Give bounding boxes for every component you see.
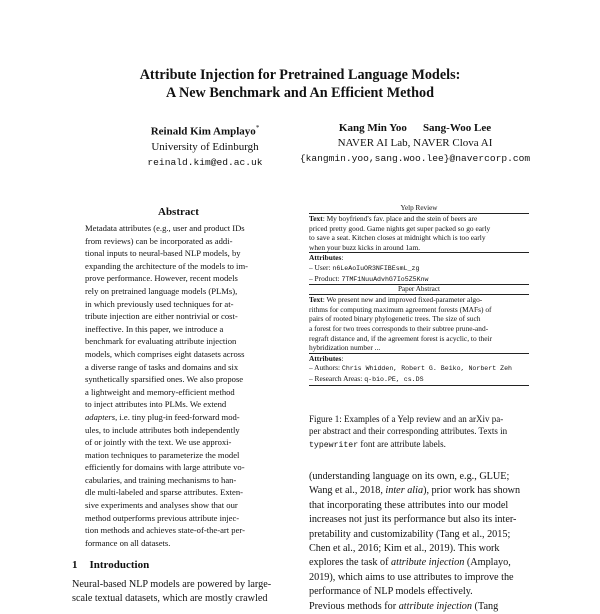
text-line: performance of NLP models effectively. [309, 586, 473, 598]
author-name: Kang Min Yoo [338, 122, 407, 134]
text-line: tribute injection are either nontrivial or cost- [85, 311, 238, 322]
text-line: Metadata attributes (e.g., user and product IDs [85, 223, 245, 233]
section-heading [72, 559, 149, 571]
author-block-2 [290, 121, 540, 166]
text-line: 2019), which aims to use attributes to improve the [309, 571, 514, 583]
attribute-line: – User: n6LeAoIuOR3NFIBEsmL_zg [309, 262, 420, 272]
text-line: ineffective. In this paper, we introduce a [85, 323, 224, 334]
text-line: models, which comprises eight datasets across [85, 348, 245, 359]
text-line: Wang et al., 2018, inter alia), prior work has shown [309, 485, 521, 497]
attribute-line: – Authors: Chris Whidden, Robert G. Beiko, Norbert Zeh [309, 363, 513, 373]
text-line: rithms for computing maximum agreement forests (MAFs) of [309, 304, 492, 314]
text-line: a diverse range of tasks and domains and six [85, 361, 239, 372]
author-email: reinald.kim@ed.ac.uk [147, 156, 263, 168]
text-line: from reviews) can be incorporated as addi- [85, 235, 233, 246]
text-line: formance on all datasets. [85, 537, 171, 548]
text-line: synthetically sparsified ones. We also propose [85, 374, 244, 385]
text-line: efficiently for domains with large attribute vo- [85, 462, 245, 473]
text-line: benchmark for evaluating attribute injection [85, 336, 237, 347]
text-line: adapters, i.e. tiny plug-in feed-forward mod- [85, 411, 240, 422]
text-line: a lightweight and memory-efficient method [85, 386, 235, 397]
text-label: Text [309, 214, 323, 223]
attributes-label: Attributes [309, 253, 342, 263]
text-line: : We present new and improved fixed-parameter algo- [322, 295, 483, 305]
figure-caption [309, 413, 531, 452]
text-line: : My boyfriend's fav. place and the stein of beers are [322, 214, 478, 223]
paper-title [0, 66, 600, 102]
text-line: Chen et al., 2016; Kim et al., 2019). This work [309, 543, 500, 555]
title-line-1: Attribute Injection for Pretrained Language Models: [139, 67, 461, 83]
author-name: Reinald Kim Amplayo [150, 125, 256, 138]
text-line: Neural-based NLP models are powered by large- [72, 579, 272, 590]
text-line: expanding the architecture of the models to im- [85, 260, 248, 271]
paper-abstract-header: Paper Abstract [309, 284, 529, 295]
author-email: {kangmin.yoo,sang.woo.lee}@navercorp.com [299, 153, 531, 164]
text-line: priced pretty good. Game nights get super packed so go early [309, 223, 491, 233]
text-line: method outperforms previous attribute injec- [85, 512, 240, 523]
caption-line: font are attribute labels. [358, 438, 446, 449]
text-line: Previous methods for attribute injection (Tang [309, 600, 499, 612]
text-label: Text [309, 295, 323, 305]
title-line-2: A New Benchmark and An Efficient Method [166, 85, 434, 101]
author-footnote-mark: * [255, 124, 260, 132]
text-line: a forest for two trees corresponds to their subtree prune-and- [309, 323, 489, 333]
author-block-1 [120, 121, 290, 170]
section-title: Introduction [89, 559, 150, 571]
section-number: 1 [72, 559, 78, 571]
paper-text [309, 295, 529, 353]
abstract-heading: Abstract [158, 206, 199, 218]
text-line: tion methods and achieves state-of-the-art per- [85, 525, 245, 536]
text-line: hybridization number ... [309, 343, 381, 353]
text-line: dle multi-labeled and sparse attributes. Exten- [85, 487, 243, 498]
caption-line: Figure 1: Examples of a Yelp review and an arXiv pa- [309, 414, 504, 424]
author-name: Sang-Woo Lee [422, 122, 492, 134]
caption-line: per abstract and their corresponding attributes. Texts in [309, 426, 508, 437]
text-line: prove performance. However, recent models [85, 273, 238, 284]
text-line: cabularies, and training mechanisms to han- [85, 474, 237, 485]
figure-1 [309, 204, 529, 386]
attribute-line: – Research Areas: q-bio.PE, cs.DS [309, 373, 424, 383]
yelp-text [309, 214, 529, 252]
text-line: rely on pretrained language models (PLMs), [85, 285, 238, 296]
text-line: scale textual datasets, which are mostly crawled [72, 593, 268, 604]
text-line: ules, to include attributes both independently [85, 424, 240, 435]
text-line: to save a seat. Kitchen closes at midnight which is too early [309, 233, 486, 243]
text-line: in which previously used techniques for at- [85, 298, 234, 309]
text-line: sive experiments and analyses show that our [85, 500, 238, 511]
text-line: regraft distance and, if the agreement forest is acyclic, to their [309, 333, 493, 343]
text-line: of or jointly with the text. We use approxi- [85, 437, 232, 448]
paper-attributes: Attributes: – Authors: Chris Whidden, Robert G. Beiko, Norbert Zeh – Research Areas: q-bio.PE, cs.DS [309, 353, 529, 386]
text-line: (understanding language on its own, e.g., GLUE; [309, 471, 510, 482]
caption-mono-word: typewriter [309, 440, 359, 450]
abstract-body [85, 222, 251, 549]
text-line: when your buzz kicks in around 1am. [309, 242, 421, 252]
text-line: tional inputs to neural-based NLP models, by [85, 248, 241, 259]
text-line: mation techniques to parameterize the model [85, 449, 240, 460]
text-line: explores the task of attribute injection (Amplayo, [309, 557, 511, 569]
text-line: increases not just its performance but also its inter- [309, 514, 517, 526]
author-affiliation: NAVER AI Lab, NAVER Clova AI [337, 137, 493, 149]
author-affiliation: University of Edinburgh [151, 140, 259, 153]
text-line: that incorporating these attributes into our model [309, 499, 509, 511]
text-line: pretability and customizability (Tang et al., 2015; [309, 528, 511, 540]
text-line: to inject attributes into PLMs. We extend [85, 399, 227, 410]
attributes-label: Attributes [309, 353, 342, 363]
intro-body [72, 578, 290, 606]
yelp-review-header: Yelp Review [309, 204, 529, 214]
attribute-line: – Product: 7TMF1NuuAdvhG7Io5Z5Knw [309, 273, 429, 283]
yelp-attributes: Attributes: – User: n6LeAoIuOR3NFIBEsmL_zg – Product: 7TMF1NuuAdvhG7Io5Z5Knw [309, 252, 529, 284]
text-line: pairs of rooted binary phylogenetic trees. The size of such [309, 314, 481, 324]
right-column-body [309, 470, 531, 614]
